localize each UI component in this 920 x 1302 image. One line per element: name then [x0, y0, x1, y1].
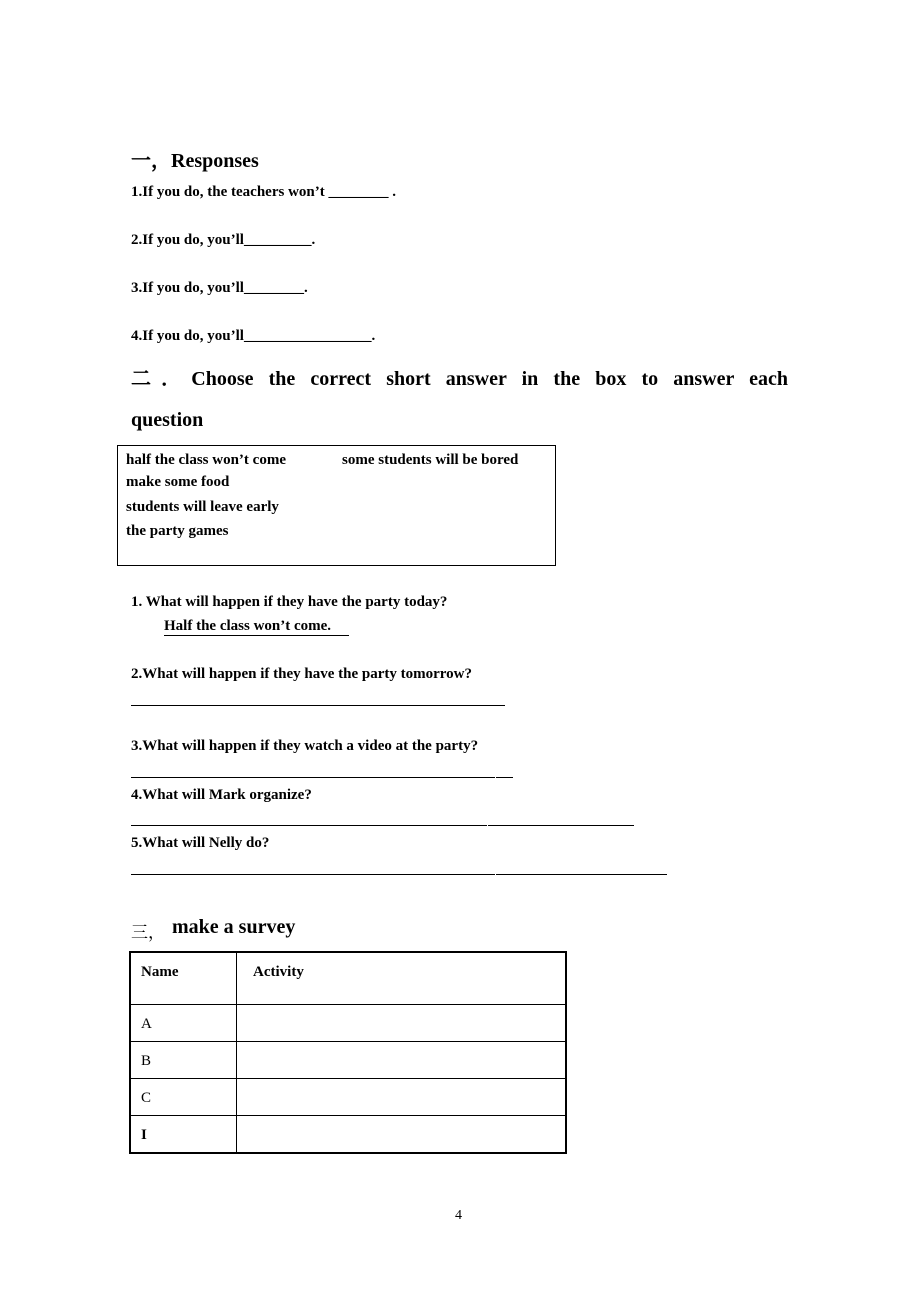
section3-number: 三，: [131, 923, 165, 942]
row-name: C: [141, 1090, 152, 1106]
response-prefix: 1.If you do, the teachers won’t: [131, 184, 329, 200]
response-blank[interactable]: ________: [328, 184, 389, 200]
header-name: Name: [141, 964, 179, 980]
section1-title: 一，Responses: [131, 150, 259, 172]
answer-line-2[interactable]: [131, 705, 505, 706]
row-name: B: [141, 1053, 152, 1069]
question-3: 3.What will happen if they watch a video at the party?: [131, 738, 479, 754]
box-item: make some food: [126, 474, 230, 490]
response-prefix: 2.If you do, you’ll: [131, 232, 244, 248]
section2-title: 二．Choose the correct short answer in the box to answer each: [131, 368, 788, 390]
response-blank[interactable]: _________________: [243, 328, 372, 344]
response-suffix: .: [371, 328, 376, 344]
example-answer: Half the class won’t come.: [164, 618, 349, 636]
response-item-4: [131, 328, 375, 345]
answer-line-4-extension: [488, 825, 634, 826]
answer-line-3-extension: [496, 777, 513, 778]
activity-cell[interactable]: [253, 1083, 553, 1113]
row-name: A: [141, 1016, 152, 1032]
response-prefix: 4.If you do, you’ll: [131, 328, 244, 344]
question-2: 2.What will happen if they have the party tomorrow?: [131, 666, 472, 682]
response-blank[interactable]: ________: [243, 280, 304, 296]
question-4: 4.What will Mark organize?: [131, 787, 312, 803]
question-5: 5.What will Nelly do?: [131, 835, 270, 851]
activity-cell[interactable]: [253, 1120, 553, 1150]
box-item: some students will be bored: [342, 452, 519, 468]
section3-title: make a survey: [172, 916, 296, 938]
answer-word-box: [117, 445, 556, 566]
column-divider: [236, 953, 237, 1152]
answer-line-5[interactable]: [131, 874, 495, 875]
row-divider: [131, 1004, 565, 1005]
response-item-3: [131, 280, 308, 297]
response-blank[interactable]: _________: [243, 232, 312, 248]
header-activity: Activity: [253, 964, 304, 980]
section2-title-continued: question: [131, 409, 204, 431]
response-suffix: .: [311, 232, 316, 248]
response-suffix: .: [388, 184, 396, 200]
activity-cell[interactable]: [253, 1046, 553, 1076]
box-item: half the class won’t come: [126, 452, 286, 468]
box-item: the party games: [126, 523, 229, 539]
response-item-1: [131, 184, 396, 201]
row-divider: [131, 1078, 565, 1079]
answer-line-3[interactable]: [131, 777, 495, 778]
row-divider: [131, 1041, 565, 1042]
answer-line-4[interactable]: [131, 825, 487, 826]
page-number: 4: [455, 1208, 462, 1223]
response-suffix: .: [303, 280, 308, 296]
activity-cell[interactable]: [253, 1009, 553, 1039]
row-name: I: [141, 1127, 147, 1143]
box-item: students will leave early: [126, 499, 279, 515]
row-divider: [131, 1115, 565, 1116]
survey-table: [129, 951, 567, 1154]
answer-line-5-extension: [496, 874, 667, 875]
question-1: 1. What will happen if they have the party today?: [131, 594, 448, 610]
response-item-2: [131, 232, 315, 249]
response-prefix: 3.If you do, you’ll: [131, 280, 244, 296]
